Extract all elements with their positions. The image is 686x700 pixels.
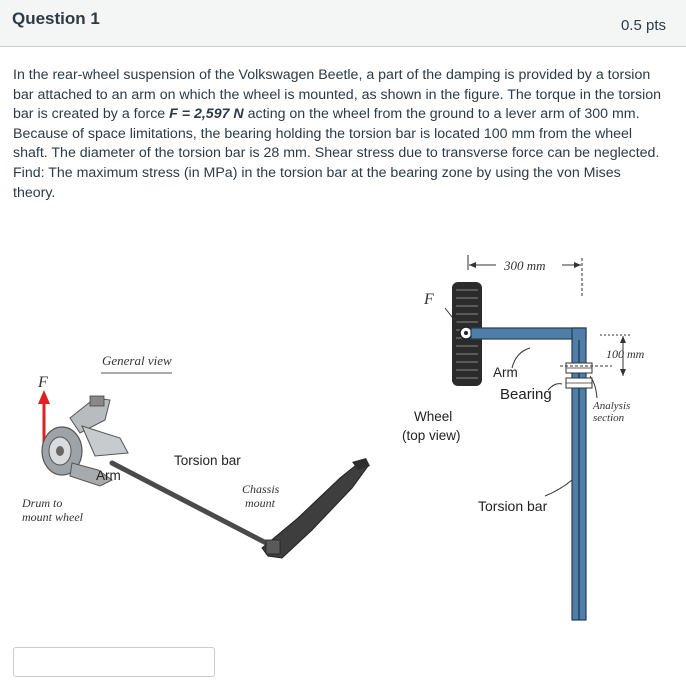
answer-input[interactable]: [13, 647, 215, 677]
drum-label-line2: mount wheel: [22, 510, 83, 524]
analysis-label-line1: Analysis: [593, 400, 631, 412]
chassis-label-line1: Chassis: [242, 482, 280, 496]
question-paragraph-1: [13, 66, 663, 164]
question-paragraph-2: Find: The maximum stress (in MPa) in the torsion bar at the bearing zone by using the von Mises theory.: [13, 164, 621, 201]
dim-300-label: 300 mm: [504, 258, 546, 273]
drum-label-line1: Drum to: [22, 496, 63, 510]
wheel-label-line1: Wheel: [414, 409, 453, 424]
arm-label-right: Arm: [493, 365, 518, 380]
question-text-part: In the rear-wheel suspension of the Volkswagen Beetle, a part of the damping is provided by a torsion bar attached to an arm on which the wheel is mounted, as shown in the figure. The torque in the torsion bar is created by a force: [13, 67, 662, 123]
question-header: [0, 0, 686, 47]
dim-300-arrow-left: [469, 262, 476, 268]
torsion-bar-label-right: Torsion bar: [478, 498, 548, 514]
analysis-label-line2: section: [593, 412, 625, 424]
chassis-mount: [262, 458, 370, 558]
general-view-label: General view: [102, 353, 172, 368]
question-points: 0.5 pts: [620, 17, 666, 34]
force-arrowhead-left: [38, 390, 50, 404]
torsion-bar-leader: [545, 480, 572, 496]
dim-300-arrow-right: [574, 262, 581, 268]
bearing-label: Bearing: [500, 386, 552, 403]
force-value: F = 2,597 N: [169, 106, 244, 123]
arm-label-left: Arm: [96, 468, 121, 483]
chassis-label-line2: mount: [245, 496, 275, 510]
question-text: [13, 66, 663, 203]
dim-100-arrow-bottom: [620, 369, 626, 376]
suspension-figure: [0, 248, 686, 638]
arm-top-view: [471, 328, 586, 339]
force-label-right: F: [424, 291, 434, 308]
torsion-bar-label-left: Torsion bar: [174, 453, 241, 468]
wheel-label-line2: (top view): [402, 428, 461, 443]
dim-100-arrow-top: [620, 336, 626, 343]
wheel-center-dot: [464, 331, 468, 335]
suspension-diagram: [0, 248, 686, 638]
dim-100-label: 100 mm: [606, 347, 645, 361]
force-label-left: F: [38, 374, 48, 391]
question-title: Question 1: [12, 9, 100, 28]
question-text-part: acting on the wheel from the ground to a lever arm of 300 mm. Because of space limitations, the bearing holding the torsion bar is located 100 mm from the wheel shaft. The diameter of the torsion bar is 28 mm. Shear stress due to transverse force can be neglected.: [13, 106, 660, 162]
